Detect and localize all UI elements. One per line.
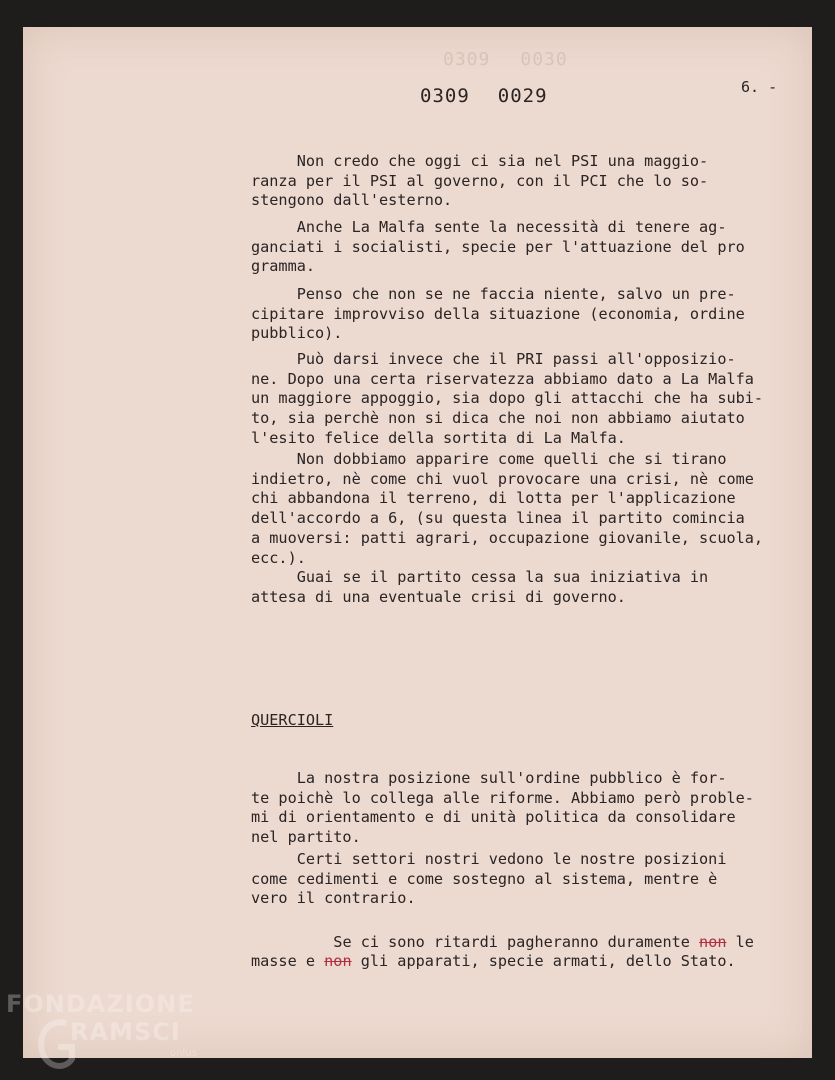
paragraph-4: Può darsi invece che il PRI passi all'opposizio- ne. Dopo una certa riservatezza abbiamo dato a La Malfa un maggiore appoggio, sia dopo gli attacchi che ha subi- to, sia perchè non si dica che noi non abbiamo aiutato l'esito felice della sortita di La Malfa. <box>251 350 764 447</box>
struck-word: non <box>324 952 352 971</box>
paragraph-1: Non credo che oggi ci sia nel PSI una maggio- ranza per il PSI al governo, con il PCI che lo so- stengono dall'esterno. <box>251 152 709 210</box>
document-number-b: 0029 <box>497 85 548 107</box>
paragraph-6: Guai se il partito cessa la sua iniziativa in attesa di una eventuale crisi di governo. <box>251 568 709 606</box>
paragraph-5: Non dobbiamo apparire come quelli che si tirano indietro, nè come chi vuol provocare una crisi, nè come chi abbandona il terreno, di lotta per l'applicazione dell'accordo a 6, (su questa linea il partito comincia a muoversi: patti agrari, occupazione giovanile, scuola, ecc.). <box>251 450 764 567</box>
paragraph-2: Anche La Malfa sente la necessità di tenere ag- ganciati i socialisti, specie per l'attuazione del pro gramma. <box>251 218 745 276</box>
fondazione-gramsci-logo: FONDAZIONE RAMSCI onlus <box>6 990 206 1080</box>
document-number <box>420 85 576 107</box>
paragraph-7: La nostra posizione sull'ordine pubblico è for- te poichè lo collega alle riforme. Abbiamo però proble- mi di orientamento e di unità politica da consolidare nel partito. <box>251 769 754 847</box>
paragraph-3: Penso che non se ne faccia niente, salvo un pre- cipitare improvviso della situazione (economia, ordine pubblico). <box>251 285 745 343</box>
paragraph-8: Certi settori nostri vedono le nostre posizioni come cedimenti e come sostegno al sistema, mentre è vero il contrario. <box>251 850 727 908</box>
bleed-through-numbers: 0309 0030 <box>443 49 568 70</box>
paragraph-9: Se ci sono ritardi pagheranno duramente non le masse e non gli apparati, specie armati, dello Stato. <box>251 932 754 971</box>
document-page <box>23 27 812 1058</box>
document-number-a: 0309 <box>420 85 470 107</box>
page-number: 6. - <box>741 78 778 96</box>
struck-word: non <box>699 932 727 951</box>
speaker-name: QUERCIOLI <box>251 711 334 729</box>
